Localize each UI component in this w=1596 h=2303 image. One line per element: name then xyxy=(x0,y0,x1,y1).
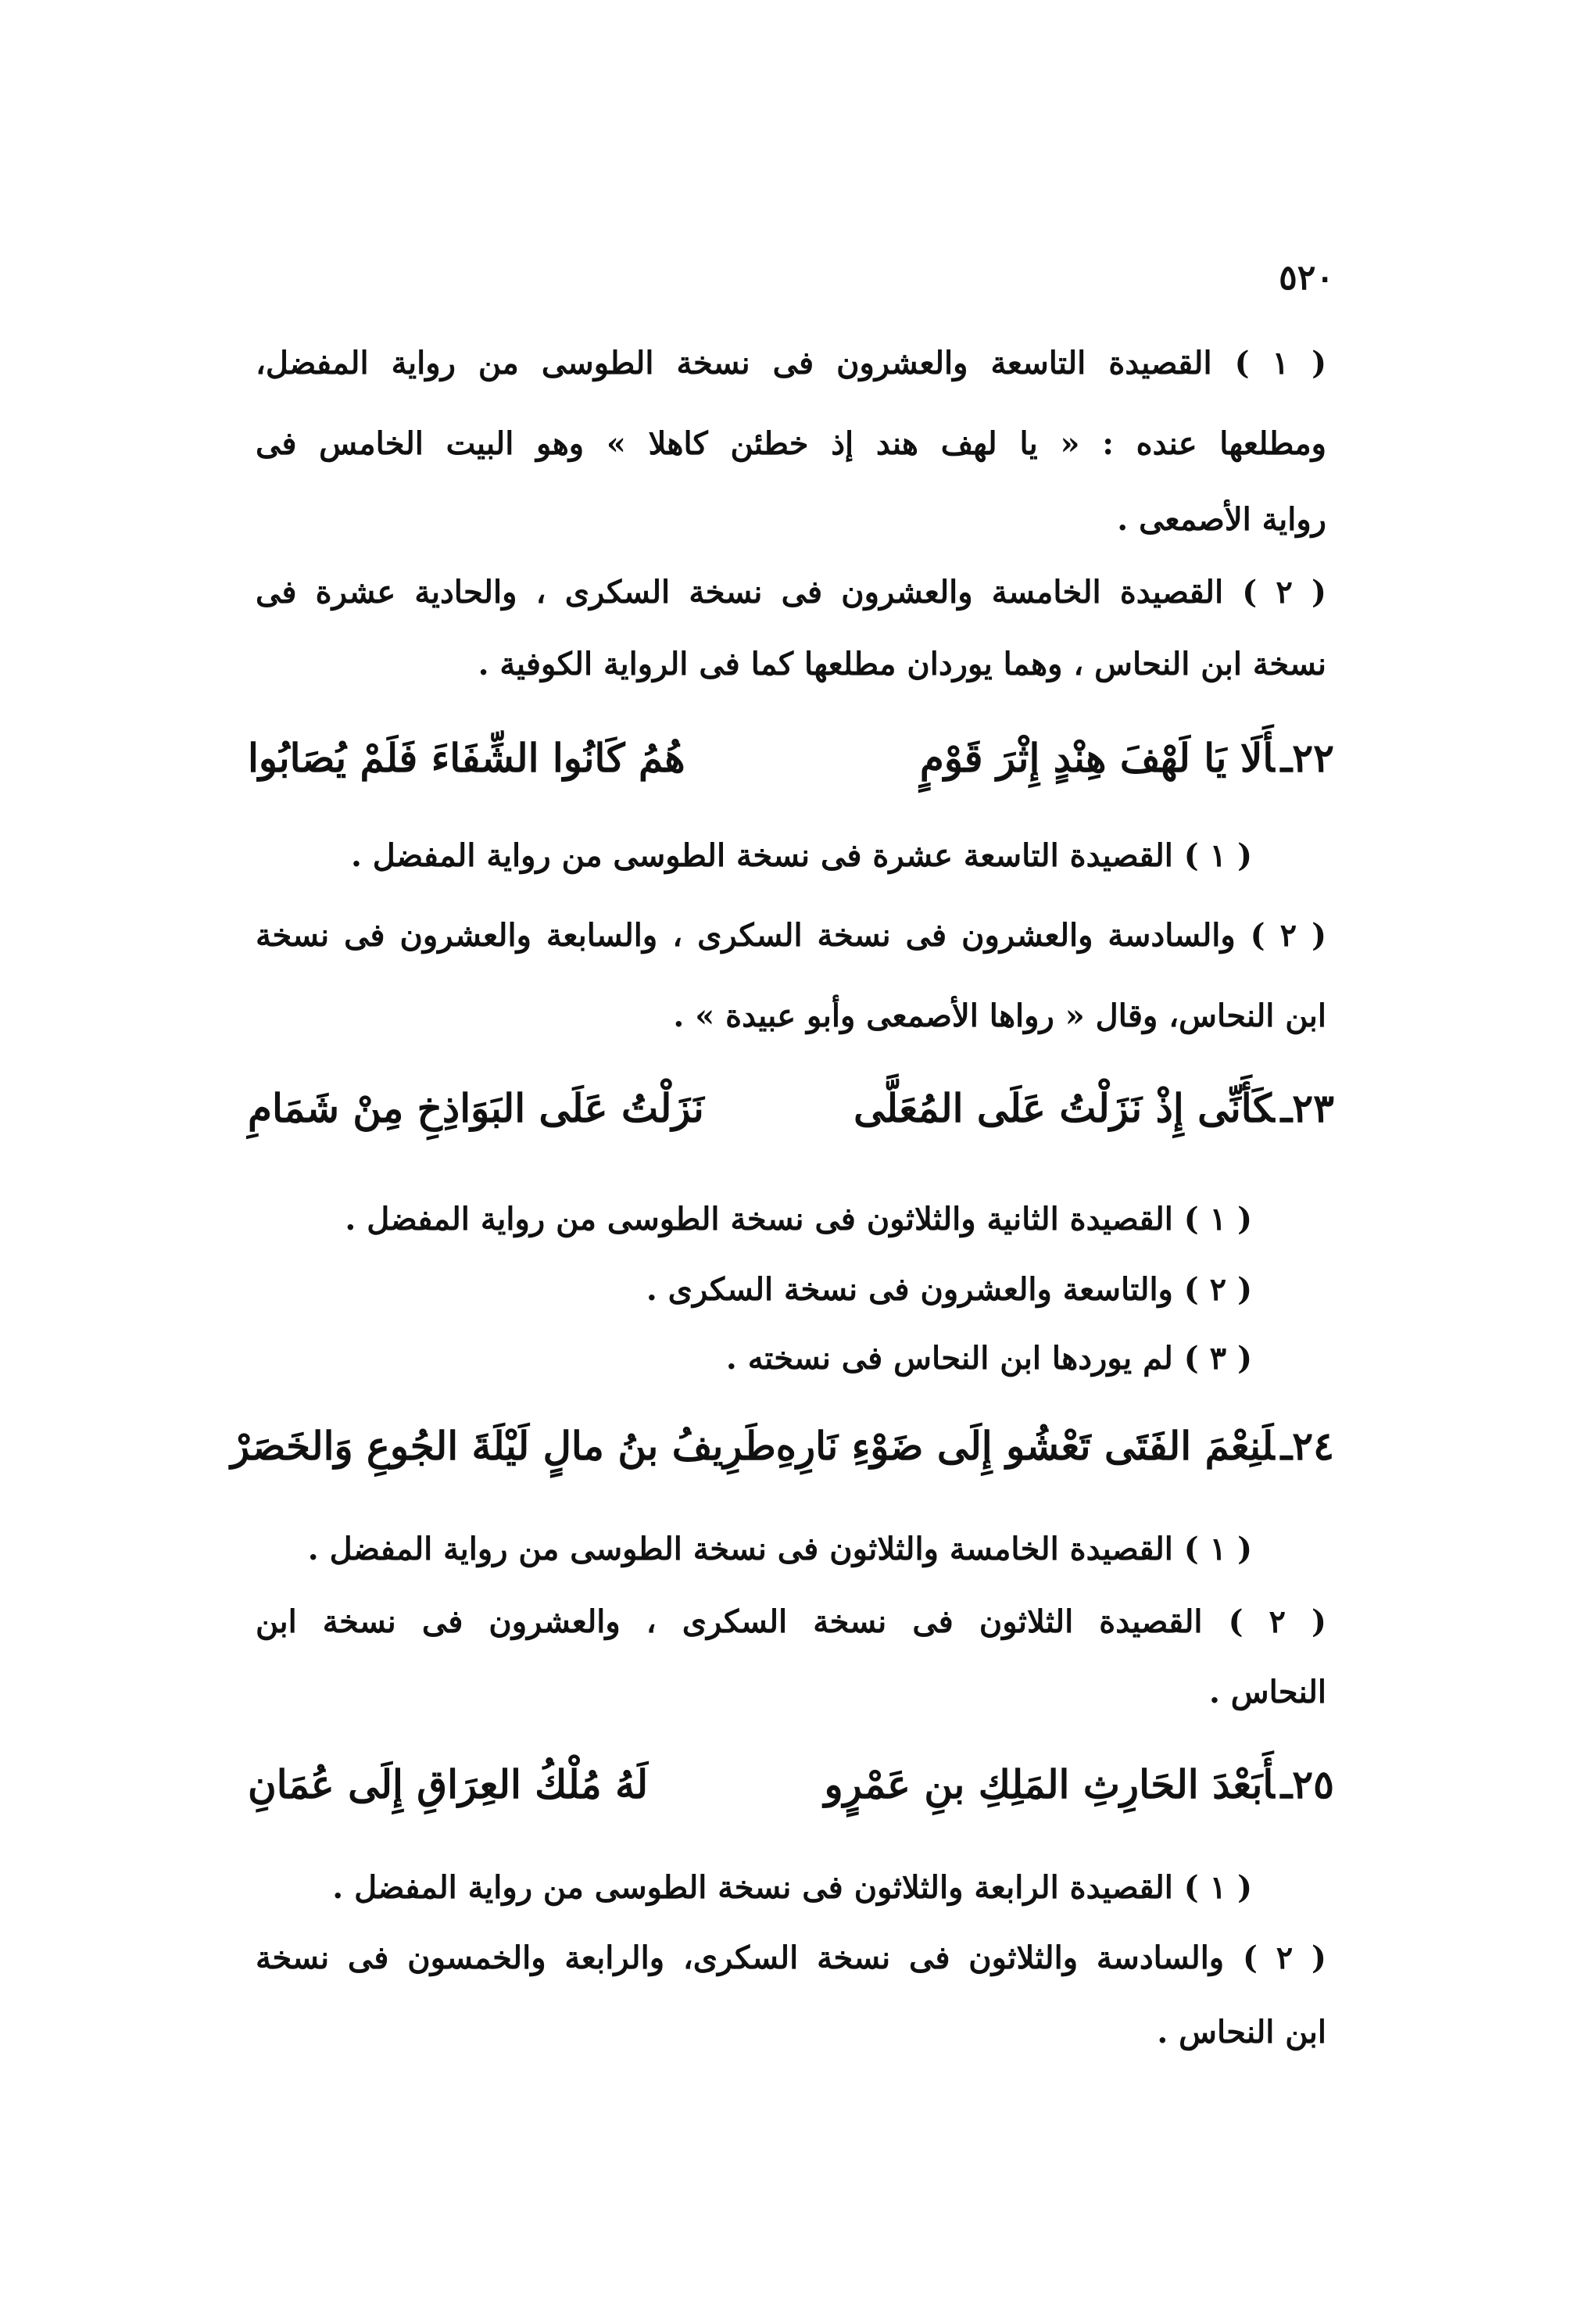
verse-second-hemistich: لَهُ مُلْكُ العِرَاقِ إِلَى عُمَانِ xyxy=(248,1761,649,1807)
footnote-line: ( ٢ ) القصيدة الخامسة والعشرون فى نسخة السكرى ، والحادية عشرة فى xyxy=(256,574,1326,611)
footnote-line: ( ٢ ) القصيدة الثلاثون فى نسخة السكرى ، والعشرون فى نسخة ابن xyxy=(256,1603,1326,1640)
verse-23 xyxy=(248,1085,1334,1131)
verse-text: أَبَعْدَ الحَارِثِ المَلِكِ بنِ عَمْرٍو xyxy=(824,1761,1275,1807)
footnote-line: ومطلعها عنده : « يا لهف هند إذ خطئن كاهلا » وهو البيت الخامس فى xyxy=(256,425,1326,462)
footnote-line: رواية الأصمعى . xyxy=(1117,501,1326,538)
footnote-line: ابن النحاس، وقال « رواها الأصمعى وأبو عبيدة » . xyxy=(673,997,1326,1034)
verse-second-hemistich: نَزَلْتُ عَلَى البَوَاذِخِ مِنْ شَمَامِ xyxy=(248,1085,704,1131)
verse-22 xyxy=(248,735,1334,781)
verse-second-hemistich: هُمُ كَانُوا الشِّفَاءَ فَلَمْ يُصَابُوا xyxy=(248,735,685,781)
footnote-line: ( ١ ) القصيدة التاسعة عشرة فى نسخة الطوسى من رواية المفضل . xyxy=(350,837,1252,874)
footnote-line: ابن النحاس . xyxy=(1157,2014,1326,2050)
verse-number: ٢٢ـ xyxy=(1280,735,1334,781)
footnote-line: ( ٣ ) لم يوردها ابن النحاس فى نسخته . xyxy=(725,1340,1252,1377)
verse-number: ٢٤ـ xyxy=(1280,1423,1334,1469)
footnote-line: ( ٢ ) والسادسة والعشرون فى نسخة السكرى ، والسابعة والعشرون فى نسخة xyxy=(256,917,1326,954)
verse-first-hemistich xyxy=(853,1085,1334,1131)
verse-first-hemistich xyxy=(824,1761,1334,1807)
footnote-line: ( ١ ) القصيدة الرابعة والثلاثون فى نسخة الطوسى من رواية المفضل . xyxy=(332,1869,1252,1906)
verse-text: كَأَنِّى إِذْ نَزَلْتُ عَلَى المُعَلَّى xyxy=(853,1085,1275,1131)
verse-25 xyxy=(248,1761,1334,1807)
verse-24 xyxy=(231,1423,1334,1469)
footnote-line: نسخة ابن النحاس ، وهما يوردان مطلعها كما فى الرواية الكوفية . xyxy=(478,646,1326,682)
verse-second-hemistich: طَرِيفُ بنُ مالٍ لَيْلَةَ الجُوعِ وَالخَصَرْ xyxy=(231,1423,776,1469)
footnote-line: ( ١ ) القصيدة الثانية والثلاثون فى نسخة الطوسى من رواية المفضل . xyxy=(345,1201,1252,1237)
footnote-line: ( ١ ) القصيدة الخامسة والثلاثون فى نسخة الطوسى من رواية المفضل . xyxy=(307,1531,1252,1567)
page-number: ٥٢٠ xyxy=(1279,258,1334,298)
footnote-line: ( ١ ) القصيدة التاسعة والعشرون فى نسخة الطوسى من رواية المفضل، xyxy=(256,345,1327,381)
verse-text: أَلَا يَا لَهْفَ هِنْدٍ إِثْرَ قَوْمٍ xyxy=(919,735,1275,781)
verse-first-hemistich xyxy=(775,1423,1334,1469)
verse-number: ٢٥ـ xyxy=(1280,1761,1334,1807)
footnote-line: ( ٢ ) والسادسة والثلاثون فى نسخة السكرى، والرابعة والخمسون فى نسخة xyxy=(256,1939,1326,1976)
verse-number: ٢٣ـ xyxy=(1280,1085,1334,1131)
footnote-line: النحاس . xyxy=(1208,1674,1326,1710)
verse-text: لَنِعْمَ الفَتَى تَعْشُو إِلَى ضَوْءِ نَارِهِ xyxy=(775,1423,1275,1469)
verse-first-hemistich xyxy=(919,735,1334,781)
footnote-line: ( ٢ ) والتاسعة والعشرون فى نسخة السكرى . xyxy=(646,1271,1252,1308)
